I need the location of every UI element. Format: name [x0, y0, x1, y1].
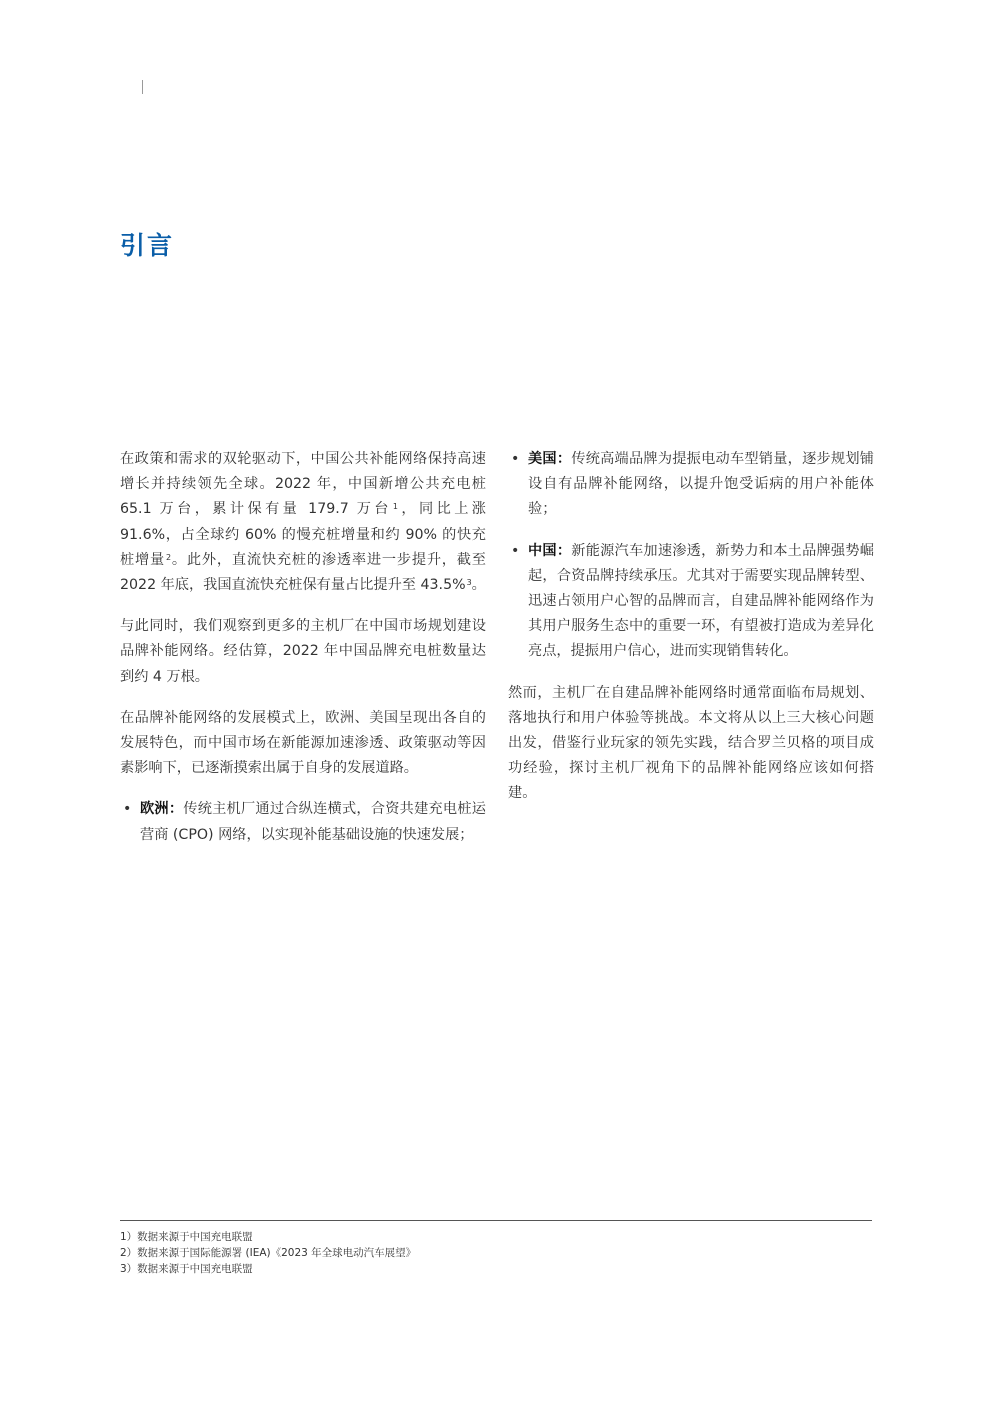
right-column — [508, 447, 874, 823]
intro-paragraph-3: 在品牌补能网络的发展模式上，欧洲、美国呈现出各自的发展特色，而中国市场在新能源加速渗透、政策驱动等因素影响下，已逐渐摸索出属于自身的发展道路。 — [120, 709, 486, 777]
footnote-ref-2[interactable]: 2 — [166, 552, 172, 562]
footnote-3: 3）数据来源于中国充电联盟 — [120, 1263, 253, 1275]
region-list-left — [120, 797, 486, 847]
bullet-icon: • — [511, 451, 520, 467]
footnote-ref-3[interactable]: 3 — [466, 578, 472, 588]
conclusion-paragraph: 然而，主机厂在自建品牌补能网络时通常面临布局规划、落地执行和用户体验等挑战。本文将从以上三大核心问题出发，借鉴行业玩家的领先实践，结合罗兰贝格的项目成功经验，探讨主机厂视角下的品牌补能网络应该如何搭建。 — [508, 684, 874, 802]
list-item-label: 中国： — [528, 542, 572, 559]
intro-paragraph-2: 与此同时，我们观察到更多的主机厂在中国市场规划建设品牌补能网络。经估算，2022 年中国品牌充电桩数量达到约 4 万根。 — [120, 618, 486, 685]
list-item-usa — [508, 447, 874, 523]
header-marker — [142, 80, 143, 94]
list-item-europe — [120, 797, 486, 847]
footnotes — [120, 1229, 416, 1277]
list-item-text: 传统主机厂通过合纵连横式，合资共建充电桩运营商 (CPO) 网络，以实现补能基础设施的快速发展； — [140, 801, 486, 843]
bullet-icon: • — [123, 801, 132, 818]
footnote-divider — [120, 1220, 872, 1221]
footnote-ref-1[interactable]: 1 — [392, 502, 398, 512]
footnote-1: 1）数据来源于中国充电联盟 — [120, 1231, 253, 1243]
footnote-2: 2）数据来源于国际能源署 (IEA)《2023 年全球电动汽车展望》 — [120, 1247, 417, 1259]
region-list-right — [508, 447, 874, 665]
list-item-china — [508, 539, 874, 665]
list-item-label: 欧洲： — [140, 801, 184, 818]
list-item-label: 美国： — [528, 451, 572, 467]
bullet-icon: • — [511, 542, 520, 559]
left-column — [120, 447, 486, 864]
list-item-text: 新能源汽车加速渗透，新势力和本土品牌强势崛起，合资品牌持续承压。尤其对于需要实现品牌转型、迅速占领用户心智的品牌而言，自建品牌补能网络作为其用户服务生态中的重要一环，有望被打造成为差异化亮点，提振用户信心，进而实现销售转化。 — [528, 542, 874, 660]
page-title: 引言 — [120, 231, 175, 260]
list-item-text: 传统高端品牌为提振电动车型销量，逐步规划铺设自有品牌补能网络，以提升饱受诟病的用户补能体验； — [528, 451, 874, 518]
intro-paragraph-1: 在政策和需求的双轮驱动下，中国公共补能网络保持高速增长并持续领先全球。2022 年，中国新增公共充电桩 65.1 万台，累计保有量 179.7 万台$^1$，同比上涨 91.6%，占全球约 60% 的慢充桩增量和约 90% 的快充桩增量$^2$。此外，直流快充桩的渗透率进一步提升，截至 2022 年底，我国直流快充桩保有量占比提升至 43.5%$^3$。 — [120, 451, 486, 594]
